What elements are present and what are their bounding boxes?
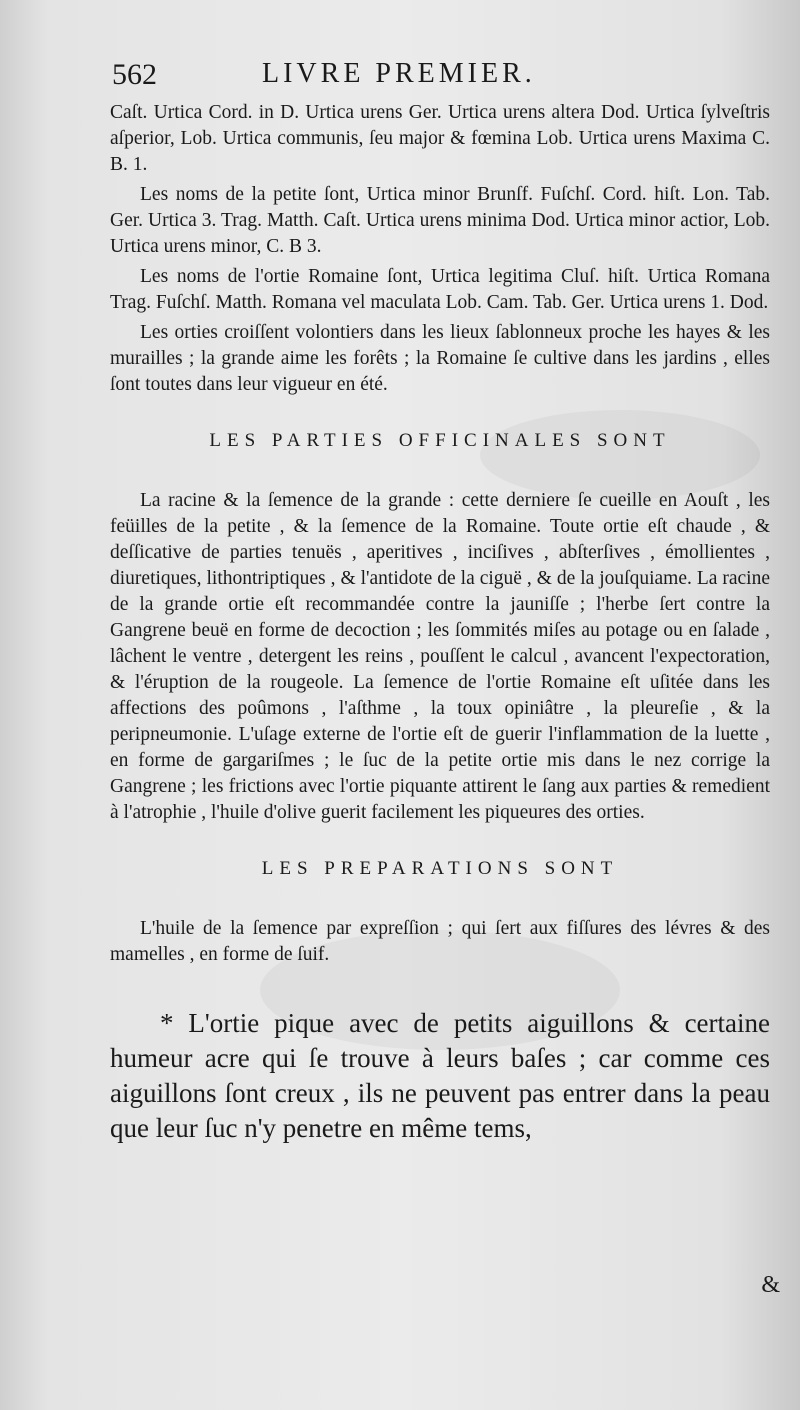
paragraph-synonyms-petite: Les noms de la petite ſont, Urtica minor Brunſf. Fuſchſ. Cord. hiſt. Lon. Tab. Ger. Urtica 3. Trag. Matth. Caſt. Urtica urens minima Dod. Urtica minor actior, Lob. Urtica urens minor, C. B 3.: [110, 184, 770, 257]
catchword: &: [761, 1272, 780, 1298]
footnote-remark: * L'ortie pique avec de petits aiguillons & certaine humeur acre qui ſe trouve à leurs baſes ; car comme ces aiguillons ſont creux , ils ne peuvent pas entrer dans la peau que leur ſuc n'y penetre en même tems,: [110, 1008, 770, 1143]
paragraph-habitat: Les orties croiſſent volontiers dans les lieux ſablonneux proche les hayes & les murailles ; la grande aime les forêts ; la Romaine ſe cultive dans les jardins , elles ſont toutes dans leur vigueur en été.: [110, 322, 770, 395]
running-title: LIVRE PREMIER.: [262, 58, 536, 89]
section-heading-preparations: LES PREPARATIONS SONT: [261, 858, 619, 879]
body-text: [110, 100, 770, 1173]
section-heading-parties: LES PARTIES OFFICINALES SONT: [209, 430, 671, 451]
paragraph-synonyms-romaine: Les noms de l'ortie Romaine ſont, Urtica legitima Cluſ. hiſt. Urtica Romana Trag. Fuſchſ. Matth. Romana vel maculata Lob. Cam. Tab. Ger. Urtica urens 1. Dod.: [110, 266, 770, 313]
paragraph-synonyms-grande: Caſt. Urtica Cord. in D. Urtica urens Ger. Urtica urens altera Dod. Urtica ſylveſtris aſperior, Lob. Urtica communis, ſeu major & fœmina Lob. Urtica urens Maxima C. B. 1.: [110, 102, 770, 175]
paragraph-preparations: L'huile de la ſemence par expreſſion ; qui ſert aux fiſſures des lévres & des mamelles , en forme de ſuif.: [110, 918, 770, 965]
page-number: 562: [112, 58, 157, 91]
paragraph-parties-officinales: La racine & la ſemence de la grande : cette derniere ſe cueille en Aouſt , les feüilles de la petite , & la ſemence de la Romaine. Toute ortie eſt chaude , & deſſicative de parties tenuës , aperitives , inciſives , abſterſives , émollientes , diuretiques, lithontriptiques , & l'antidote de la ciguë , & de la jouſquiame. La racine de la grande ortie eſt recommandée contre la jauniſſe ; l'herbe ſert contre la Gangrene beuë en forme de decoction ; les ſommités miſes au potage ou en ſalade , lâchent le ventre , detergent les reins , pouſſent le calcul , avancent l'expectoration, & l'éruption de la rougeole. La ſemence de l'ortie Romaine eſt uſitée dans les affections des poûmons , l'aſthme , la toux opiniâtre , la pleureſie , & la peripneumonie. L'uſage externe de l'ortie eſt de guerir l'inflammation de la luette , en forme de gargariſmes ; le ſuc de la petite ortie mis dans le nez corrige la Gangrene ; les frictions avec l'ortie piquante attirent le ſang aux parties & remedient à l'atrophie , l'huile d'olive guerit facilement les piqueures des orties.: [110, 490, 770, 823]
page-header: [112, 56, 772, 100]
